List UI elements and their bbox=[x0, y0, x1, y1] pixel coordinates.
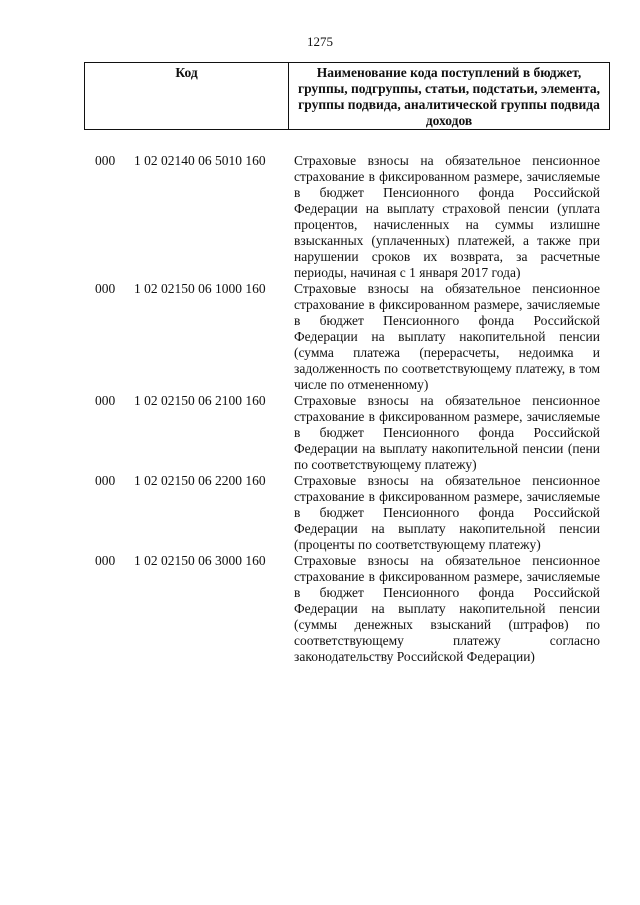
code-list bbox=[0, 153, 640, 665]
header-table bbox=[84, 62, 610, 130]
code-description: Страховые взносы на обязательное пенсионное страхование в фиксированном размере, зачисляемые в бюджет Пенсионного фонда Российской Федерации на выплату накопительной пенсии (проценты по соответствующему платежу) bbox=[294, 473, 600, 552]
revenue-code: 1 02 02140 06 5010 160 bbox=[134, 153, 266, 168]
code-description: Страховые взносы на обязательное пенсионное страхование в фиксированном размере, зачисляемые в бюджет Пенсионного фонда Российской Федерации на выплату накопительной пенсии (пени по соответствующему платежу) bbox=[294, 393, 600, 472]
admin-code: 000 bbox=[95, 281, 116, 296]
admin-code: 000 bbox=[95, 153, 116, 168]
code-row bbox=[0, 473, 640, 553]
code-row bbox=[0, 553, 640, 665]
page-number: 1275 bbox=[307, 34, 333, 49]
code-description: Страховые взносы на обязательное пенсионное страхование в фиксированном размере, зачисляемые в бюджет Пенсионного фонда Российской Федерации на выплату накопительной пенсии (сумма платежа (перерасчеты, недоимка и задолженность по соответствующему платежу, в том числе по отмененному) bbox=[294, 281, 600, 392]
code-row bbox=[0, 281, 640, 393]
code-description: Страховые взносы на обязательное пенсионное страхование в фиксированном размере, зачисляемые в бюджет Пенсионного фонда Российской Федерации на выплату накопительной пенсии (суммы денежных взысканий (штрафов) по соответствующему платежу согласно законодательству Российской Федерации) bbox=[294, 553, 600, 664]
code-row bbox=[0, 393, 640, 473]
code-description: Страховые взносы на обязательное пенсионное страхование в фиксированном размере, зачисляемые в бюджет Пенсионного фонда Российской Федерации на выплату страховой пенсии (уплата процентов, начисленных на суммы излишне взысканных (уплаченных) платежей, а также при нарушении сроков их возврата, за расчетные периоды, начиная с 1 января 2017 года) bbox=[294, 153, 600, 280]
revenue-code: 1 02 02150 06 2100 160 bbox=[134, 393, 266, 408]
revenue-code: 1 02 02150 06 1000 160 bbox=[134, 281, 266, 296]
admin-code: 000 bbox=[95, 473, 116, 488]
admin-code: 000 bbox=[95, 553, 116, 568]
header-code-cell: Код bbox=[85, 63, 289, 130]
revenue-code: 1 02 02150 06 3000 160 bbox=[134, 553, 266, 568]
code-row bbox=[0, 153, 640, 281]
revenue-code: 1 02 02150 06 2200 160 bbox=[134, 473, 266, 488]
header-name-cell: Наименование кода поступлений в бюджет, группы, подгруппы, статьи, подстатьи, элемента, группы подвида, аналитической группы подвида доходов bbox=[289, 63, 610, 130]
admin-code: 000 bbox=[95, 393, 116, 408]
